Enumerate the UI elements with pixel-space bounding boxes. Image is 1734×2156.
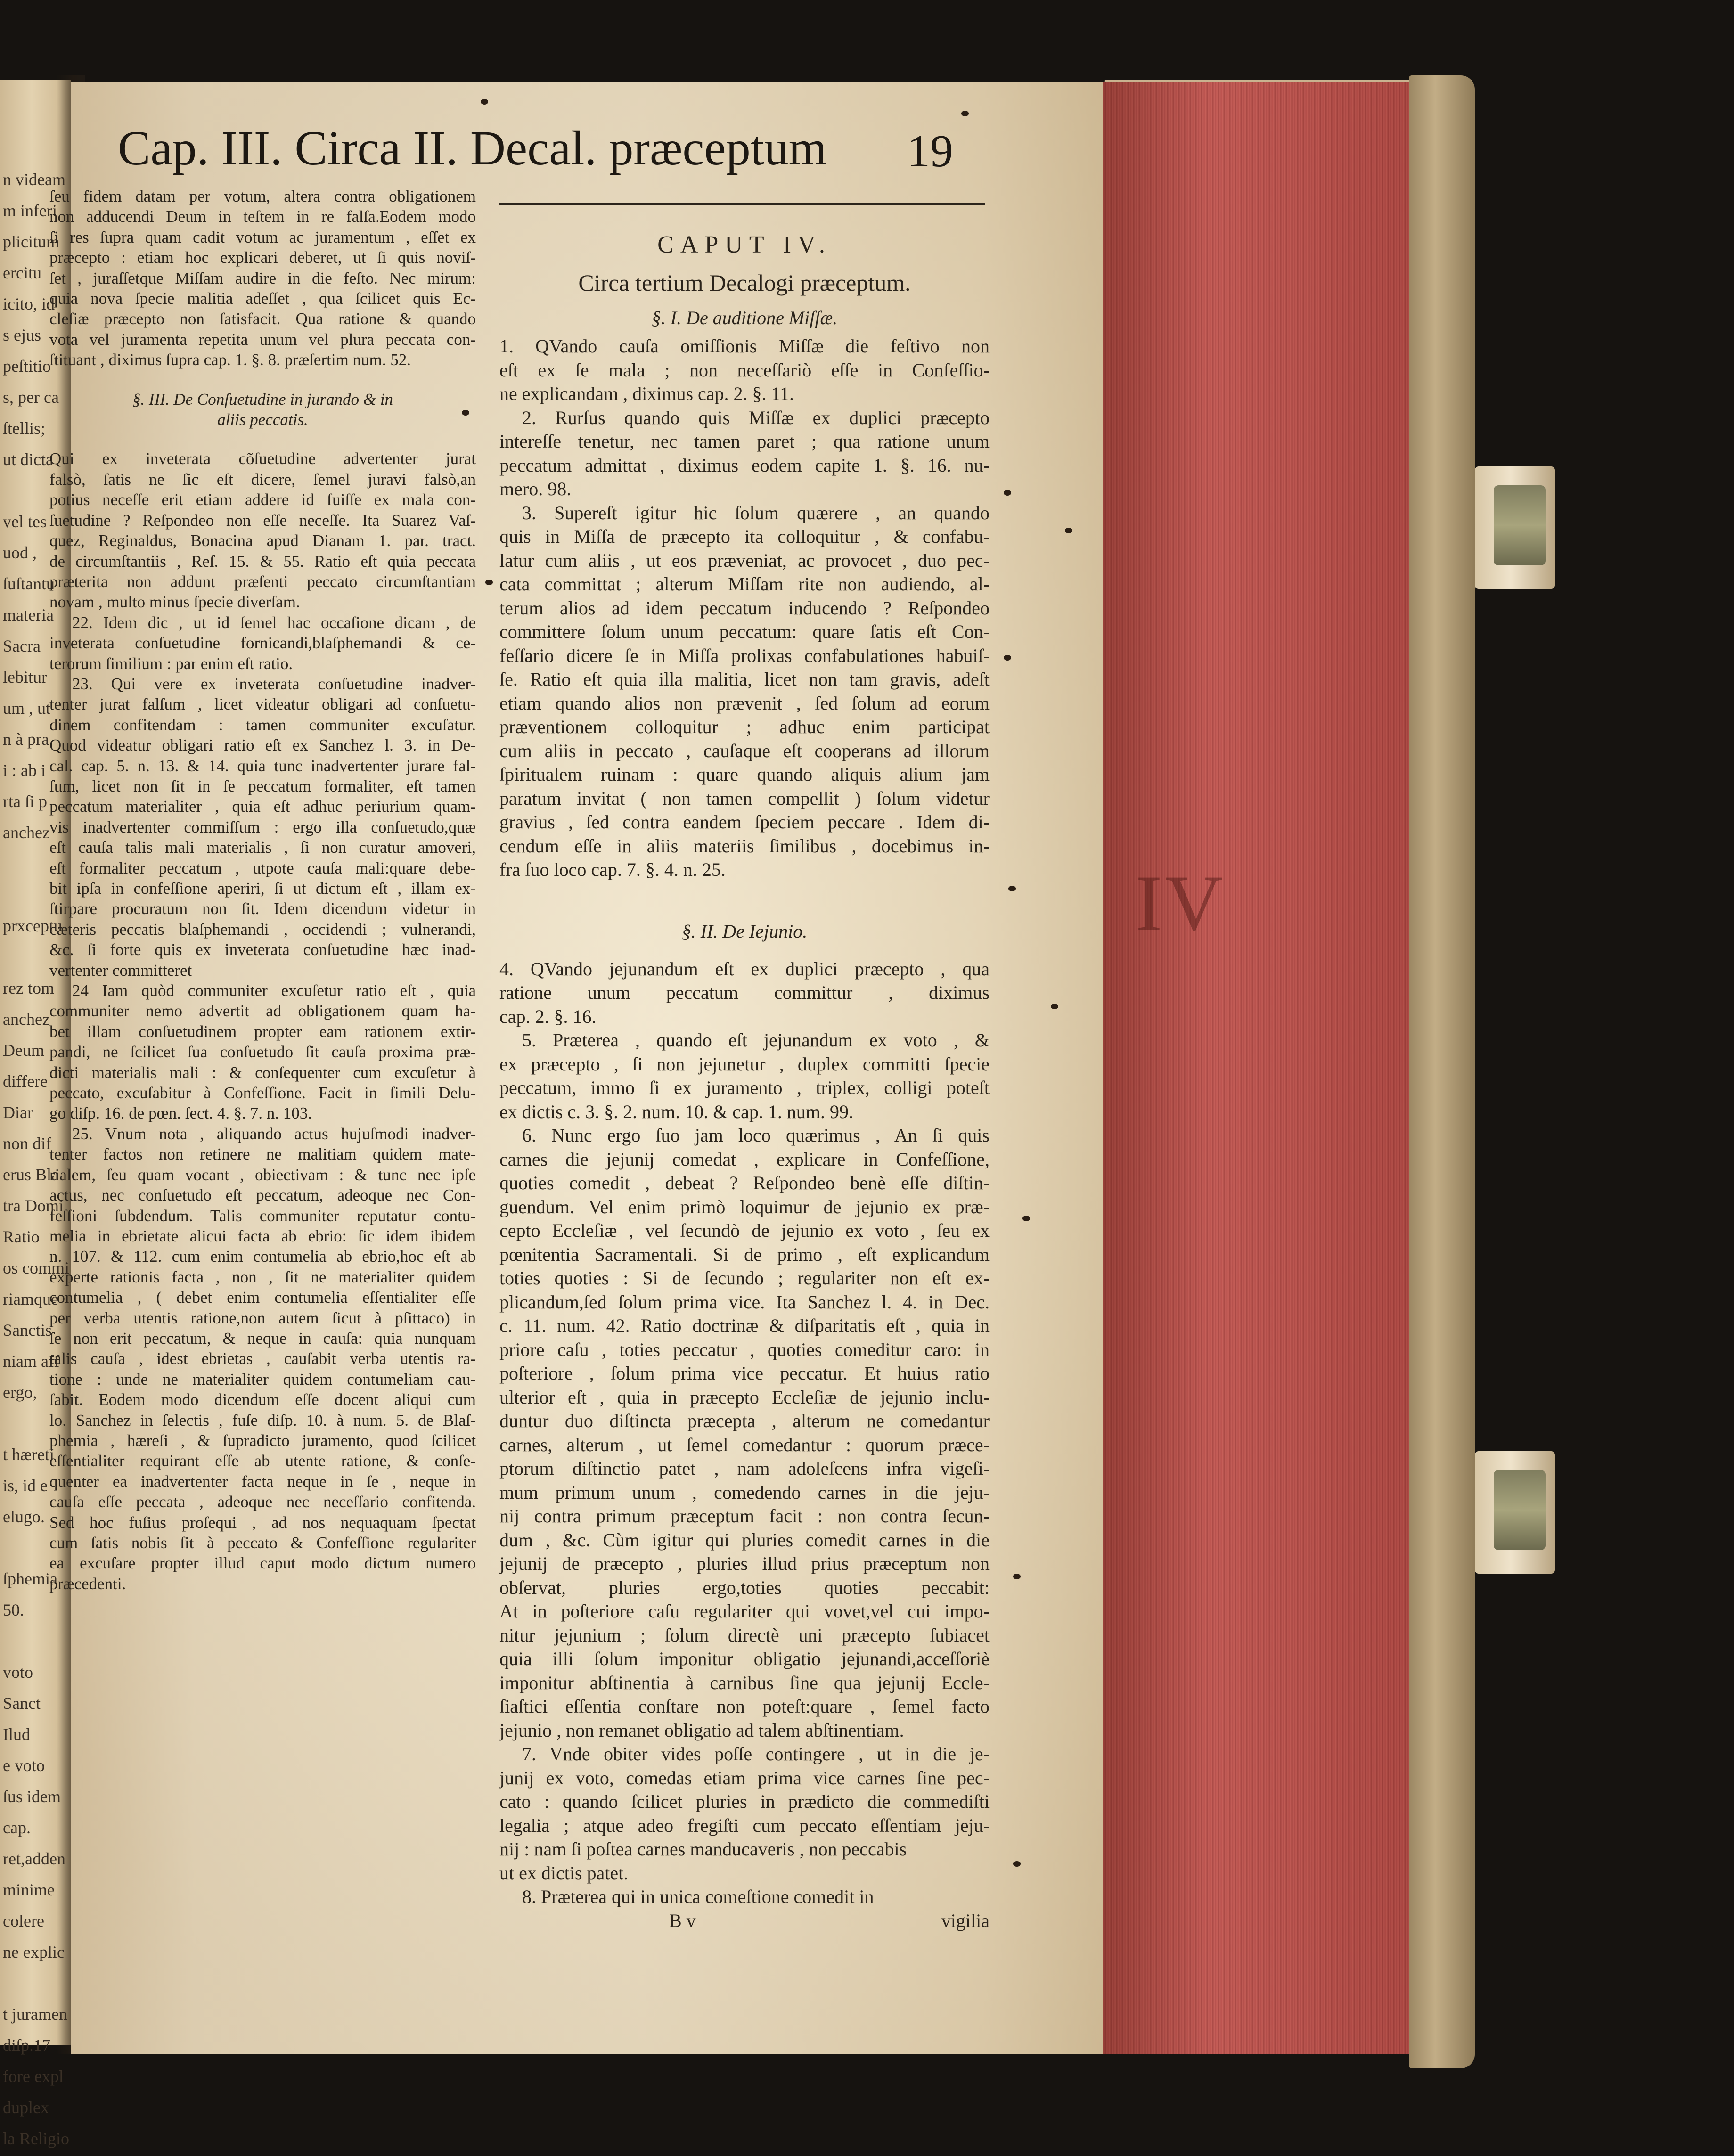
text-line: eſt cauſa talis mali materialis , ſi non curatur amoveri, bbox=[49, 837, 476, 858]
facing-page-text-fragment: ſuſtantu bbox=[3, 574, 69, 594]
text-line: præcedenti. bbox=[49, 1574, 476, 1594]
facing-page-text-fragment: t juramen bbox=[3, 2004, 69, 2025]
facing-page-text-fragment: ret,adden bbox=[3, 1849, 69, 1869]
facing-page-text-fragment: materia bbox=[3, 605, 69, 625]
section-heading bbox=[49, 389, 476, 409]
text-line: tione : unde ne materialiter quidem contumeliam cau- bbox=[49, 1369, 476, 1389]
text-line: eſt ex ſe mala ; non neceſſariò eſſe in Confeſſio- bbox=[499, 359, 990, 383]
text-line: ſum, licet non ſit in ſe peccatum formaliter, eſt tamen bbox=[49, 776, 476, 796]
text-line: quis in Miſſa de præcepto ita colloquitur , & confabu- bbox=[499, 525, 990, 549]
facing-page-text-fragment: ſus idem bbox=[3, 1787, 69, 1807]
facing-page-text-fragment: anchez bbox=[3, 1009, 69, 1029]
text-line: cal. cap. 5. n. 13. & 14. quia tunc inadvertenter jurare fal- bbox=[49, 756, 476, 776]
facing-page-text-fragment: ut dicta bbox=[3, 449, 69, 470]
text-line: peccato, excuſabitur à Confeſſione. Facit in ſimili Delu- bbox=[49, 1083, 476, 1103]
facing-page-text-fragment: ſtellis; bbox=[3, 418, 69, 439]
text-line: ſuetudine ? Reſpondeo non eſſe neceſſe. Ita Suarez Vaſ- bbox=[49, 510, 476, 531]
section-heading-iejunio: §. II. De Iejunio. bbox=[499, 915, 990, 948]
text-line: cæteris peccatis blaſphemandi , occidendi ; vulnerandi, bbox=[49, 919, 476, 939]
text-line: vis inadvertenter commiſſum : ergo illa conſuetudo,quæ bbox=[49, 817, 476, 837]
text-line: 23. Qui vere ex inveterata conſuetudine inadver- bbox=[49, 674, 476, 694]
facing-page-text-fragment: rez tom bbox=[3, 978, 69, 998]
text-line: cleſiæ præcepto non ſatisfacit. Qua ratione & quando bbox=[49, 309, 476, 329]
text-line: jejunij de præcepto , pluries illud prius præceptum non bbox=[499, 1552, 990, 1576]
facing-page-text-fragment: fore expl bbox=[3, 2066, 69, 2087]
worm-hole bbox=[1013, 1574, 1021, 1579]
text-line: 2. Rurſus quando quis Miſſæ ex duplici præcepto bbox=[499, 406, 990, 430]
text-line: terum alios ad idem peccatum inducendo ? Reſpondeo bbox=[499, 596, 990, 621]
section-iejunio-body bbox=[499, 957, 990, 1909]
text-line: rialem, ſeu quam vocant , obiectivam : & tunc nec ipſe bbox=[49, 1165, 476, 1185]
text-line: latur cum aliis , ut eos præveniat, ac provocet , duo pec- bbox=[499, 549, 990, 573]
left-column bbox=[49, 186, 476, 1594]
text-line: 3. Supereſt igitur hic ſolum quærere , an quando bbox=[499, 501, 990, 525]
section-heading-continuation bbox=[49, 409, 476, 430]
text-line: actus, nec conſuetudo eſt peccatum, adeoque nec Con- bbox=[49, 1185, 476, 1205]
text-line: ratione unum peccatum committur , diximus bbox=[499, 981, 990, 1005]
text-line: ea excuſare propter illud caput modo dictum numero bbox=[49, 1553, 476, 1573]
facing-page-text-fragment: um , ut bbox=[3, 698, 69, 719]
text-line: 4. QVando jejunandum eſt ex duplici præcepto , qua bbox=[499, 957, 990, 981]
section-auditione-body bbox=[499, 335, 990, 882]
text-line: cepto Eccleſiæ , vel ſecundò de jejunio ex voto , ſeu ex bbox=[499, 1219, 990, 1243]
text-line: ſpiritualem ruinam : quare quando aliquis alium jam bbox=[499, 763, 990, 787]
text-line: pœnitentia Sacramentali. Si de primo , eſt explicandum bbox=[499, 1243, 990, 1267]
text-line: ſe. Ratio eſt quia illa malitia, licet non tam gravis, adeſt bbox=[499, 668, 990, 692]
text-line: mero. 98. bbox=[499, 477, 990, 501]
text-line: nij contra primum præceptum facit : non contra ſecun- bbox=[499, 1504, 990, 1528]
text-line: terorum ſimilium : par enim eſt ratio. bbox=[49, 653, 476, 674]
text-line: cum aliis in peccato , cauſaque eſt cooperans ad illorum bbox=[499, 739, 990, 763]
worm-hole bbox=[462, 410, 469, 416]
text-line: guendum. Vel enim primò loquimur de jejunio ex præ- bbox=[499, 1195, 990, 1219]
facing-page-text-fragment: 50. bbox=[3, 1600, 69, 1620]
facing-page-text-fragment: niam aff bbox=[3, 1351, 69, 1372]
worm-hole bbox=[1022, 1216, 1030, 1221]
text-line: communiter nemo advertit ad obligationem quam ha- bbox=[49, 1001, 476, 1021]
text-line: 1. QVando cauſa omiſſionis Miſſæ die feſtivo non bbox=[499, 335, 990, 359]
right-column bbox=[499, 221, 990, 1933]
text-line: inveterata conſuetudine fornicandi,blaſphemandi & ce- bbox=[49, 633, 476, 653]
facing-page-text-fragment: cap. bbox=[3, 1818, 69, 1838]
text-line: obſervat, pluries ergo,toties quoties peccabit: bbox=[499, 1576, 990, 1600]
facing-page-text-fragment: Diar bbox=[3, 1102, 69, 1123]
section-heading-line: §. III. De Conſuetudine in jurando & in bbox=[132, 390, 393, 408]
text-line: experte rationis facta , non , ſit ne materialiter quidem bbox=[49, 1267, 476, 1287]
text-line: 24 Iam quòd communiter excuſetur ratio eſt , quia bbox=[49, 980, 476, 1001]
text-line: cauſa eſſe peccata , adeoque nec neceſſario confitenda. bbox=[49, 1492, 476, 1512]
left-column-body bbox=[49, 449, 476, 1594]
text-line: melia in ebrietate alicui facta ab ebrio: ſic idem ibidem bbox=[49, 1226, 476, 1246]
facing-page-text-fragment: e voto bbox=[3, 1756, 69, 1776]
text-line: dinem confitendam : tamen communiter excuſatur. bbox=[49, 715, 476, 735]
text-line: bit ipſa in confeſſione aperiri, ſi ut dictum eſt , illam ex- bbox=[49, 878, 476, 898]
facing-page-text-fragment: Ilud bbox=[3, 1724, 69, 1745]
worm-hole bbox=[961, 111, 969, 116]
facing-page-text-fragment: s, per ca bbox=[3, 387, 69, 408]
facing-page-text-fragment: icito, id bbox=[3, 294, 69, 314]
text-line: ex dictis c. 3. §. 2. num. 10. & cap. 1. num. 99. bbox=[499, 1100, 990, 1124]
facing-page-text-fragment: m inferi bbox=[3, 201, 69, 221]
text-line: ſtituant , diximus ſupra cap. 1. §. 8. præſertim num. 52. bbox=[49, 350, 476, 370]
text-line: feſſioni ſubdendum. Talis communiter reputatur contu- bbox=[49, 1206, 476, 1226]
text-line: 7. Vnde obiter vides poſſe contingere , ut in die je- bbox=[499, 1742, 990, 1766]
text-line: quoties comedit , debeat ? Reſpondeo benè eſſe diſtin- bbox=[499, 1171, 990, 1195]
text-line: non adducendi Deum in teſtem in re falſa.Eodem modo bbox=[49, 206, 476, 227]
text-line: junij ex voto, comedas etiam prima vice carnes ſine pec- bbox=[499, 1766, 990, 1790]
facing-page-text-fragment: Sanctis bbox=[3, 1320, 69, 1340]
facing-page-text-fragment: plicitum bbox=[3, 232, 69, 252]
facing-page-text-fragment: Ratio bbox=[3, 1227, 69, 1247]
facing-page-text-fragment: riamque bbox=[3, 1289, 69, 1309]
section-heading-auditione: §. I. De auditione Miſſæ. bbox=[499, 302, 990, 335]
facing-page-text-fragment: non dif bbox=[3, 1134, 69, 1154]
text-line: potius neceſſe erit etiam addere id fuiſſe ex mala con- bbox=[49, 490, 476, 510]
facing-page-text-fragment: voto bbox=[3, 1662, 69, 1682]
text-line: committere ſolum unum peccatum: quare ſatis eſt Con- bbox=[499, 620, 990, 644]
text-line: duntur duo diſtincta præcepta , alterum ne comedantur bbox=[499, 1409, 990, 1433]
facing-page-text-fragment: is, id e bbox=[3, 1476, 69, 1496]
text-line: cap. 2. §. 16. bbox=[499, 1005, 990, 1029]
text-line: &c. ſi forte quis ex inveterata conſuetudine hæc inad- bbox=[49, 939, 476, 960]
facing-page-text-fragment: prxceptu bbox=[3, 916, 69, 936]
text-line: c. 11. num. 42. Ratio doctrinæ & diſparitatis eſt , quia in bbox=[499, 1314, 990, 1338]
text-line: talis cauſa , idest ebrietas , cauſabit verba utentis ra- bbox=[49, 1348, 476, 1369]
left-column-opening-paragraph bbox=[49, 186, 476, 370]
text-line: de circumſtantiis , Reſ. 15. & 55. Ratio eſt quia peccata bbox=[49, 551, 476, 572]
text-line: ſiaſtici eſſentia conſtare non poteſt:quare , ſemel facto bbox=[499, 1695, 990, 1719]
facing-page-text-fragment: Deum bbox=[3, 1040, 69, 1061]
running-head: Cap. III. Circa II. Decal. præceptum bbox=[118, 120, 980, 181]
text-line: ſi res ſupra quam cadit votum ac juramentum , eſſet ex bbox=[49, 227, 476, 247]
lower-clasp-metal bbox=[1494, 1470, 1546, 1550]
text-line: cata committat ; alterum Miſſam rite non audiendo, al- bbox=[499, 572, 990, 596]
text-line: feſſario dicere ſe in Miſſa prolixas confabulationes habuiſ- bbox=[499, 644, 990, 668]
facing-page-text-fragment: minime bbox=[3, 1880, 69, 1900]
text-line: imponitur abſtinentia à carnibus ſine qua jejunij Eccle- bbox=[499, 1671, 990, 1695]
text-line: tenter factos non retinere ne malitiam quidem mate- bbox=[49, 1144, 476, 1164]
worm-hole bbox=[1013, 1861, 1021, 1867]
facing-page-text-fragment: os commi bbox=[3, 1258, 69, 1278]
facing-page-text-fragment: anchez bbox=[3, 823, 69, 843]
facing-page-text-fragment: ercitu bbox=[3, 263, 69, 283]
text-line: etiam quando alios non prævenit , ſed ſolum ad eorum bbox=[499, 692, 990, 716]
text-line: 25. Vnum nota , aliquando actus hujuſmodi inadver- bbox=[49, 1124, 476, 1144]
text-line: vota vel juramenta repetita unum vel plura peccata con- bbox=[49, 329, 476, 350]
facing-page-text-fragment: ergo, bbox=[3, 1382, 69, 1403]
book-cover-edge bbox=[1409, 75, 1475, 2068]
text-line: vertenter committeret bbox=[49, 960, 476, 980]
text-line: quia illi ſolum imponitur obligatio jejunandi,acceſſoriè bbox=[499, 1647, 990, 1671]
page-edge-shading bbox=[1103, 82, 1461, 2054]
facing-page-text-fragment: Sacra bbox=[3, 636, 69, 656]
text-line: 22. Idem dic , ut id ſemel hac occaſione dicam , de bbox=[49, 612, 476, 633]
text-line: Qui ex inveterata cõſuetudine advertenter jurat bbox=[49, 449, 476, 469]
text-line: phemia , hæreſi , & ſupradicto juramento, quod ſcilicet bbox=[49, 1430, 476, 1451]
chapter-subtitle: Circa tertium Decalogi præceptum. bbox=[499, 264, 990, 302]
worm-hole bbox=[1051, 1004, 1058, 1009]
text-line: novam , multo minus ſpecie diverſam. bbox=[49, 592, 476, 612]
text-line: eſt formaliter peccatum , utpote cauſa mali:quare debe- bbox=[49, 858, 476, 878]
edge-ink-mark: IV bbox=[1136, 858, 1226, 949]
facing-page-text-fragment: elugo. bbox=[3, 1507, 69, 1527]
text-line: nij : nam ſi poſtea carnes manducaveris , non peccabis bbox=[499, 1838, 990, 1862]
facing-page-text-fragment: la Religio bbox=[3, 2129, 69, 2149]
facing-page-text-fragment: vel tes bbox=[3, 512, 69, 532]
text-line: bet illam conſuetudinem propter eam rationem extir- bbox=[49, 1021, 476, 1042]
text-line: cendum eſſe in aliis materiis ſimilibus , docebimus in- bbox=[499, 834, 990, 858]
facing-page-text-fragment: n videam bbox=[3, 170, 69, 190]
facing-page-text-fragment: uod , bbox=[3, 543, 69, 563]
text-line: nitur jejunium ; ſolum directè uni præcepto ſubiacet bbox=[499, 1624, 990, 1648]
facing-page-text-fragment: i : ab i bbox=[3, 760, 69, 781]
facing-page-text-fragment: t hæreti bbox=[3, 1445, 69, 1465]
text-line: dum , &c. Cùm igitur qui pluries comedit carnes in die bbox=[499, 1528, 990, 1552]
text-line: 5. Præterea , quando eſt jejunandum ex voto , & bbox=[499, 1029, 990, 1053]
worm-hole bbox=[1065, 528, 1072, 533]
page-number: 19 bbox=[907, 125, 953, 178]
text-line: quenter ea inadvertenter facta neque in ſe , neque in bbox=[49, 1471, 476, 1492]
text-line: ne explicandam , diximus cap. 2. §. 11. bbox=[499, 382, 990, 406]
text-line: mum primum unum , comedendo carnes in die jeju- bbox=[499, 1481, 990, 1505]
text-line: falsò, ſatis ne ſic eſt dicere, ſemel juravi falsò,an bbox=[49, 469, 476, 490]
text-line: quez, Reginaldus, Bonacina apud Dianam 1. par. tract. bbox=[49, 531, 476, 551]
facing-page-text-fragment: colere bbox=[3, 1911, 69, 1931]
text-line: cato : quando ſcilicet pluries in prædicto die commediſti bbox=[499, 1790, 990, 1814]
text-line: præterita non addunt præſenti peccato circumſtantiam bbox=[49, 572, 476, 592]
text-line: præventionem colloquitur ; adhuc enim participat bbox=[499, 715, 990, 739]
text-line: fra ſuo loco cap. 7. §. 4. n. 25. bbox=[499, 858, 990, 882]
text-line: ſeu fidem datam per votum, altera contra obligationem bbox=[49, 186, 476, 206]
text-line: jejunio , non remanet obligatio ad talem abſtinentiam. bbox=[499, 1719, 990, 1743]
worm-hole bbox=[1008, 886, 1016, 891]
text-line: 8. Præterea qui in unica comeſtione comedit in bbox=[499, 1885, 990, 1909]
facing-page-text-fragment: erus Bla bbox=[3, 1165, 69, 1185]
facing-page-text-fragment: lebitur bbox=[3, 667, 69, 687]
facing-page-text-fragment: ne explic bbox=[3, 1942, 69, 1962]
upper-clasp-metal bbox=[1494, 485, 1546, 565]
worm-hole bbox=[481, 99, 488, 105]
worm-hole bbox=[485, 580, 493, 585]
facing-page-text-fragment: rta ſi p bbox=[3, 792, 69, 812]
text-line: 6. Nunc ergo ſuo jam loco quærimus , An ſi quis bbox=[499, 1124, 990, 1148]
text-line: priore caſu , toties peccatur , quoties comeditur caro: in bbox=[499, 1338, 990, 1362]
text-line: paratum invitat ( non tamen compellit ) ſolum videtur bbox=[499, 787, 990, 811]
text-line: quia nova ſpecie malitia adeſſet , qua ſcilicet quis Ec- bbox=[49, 288, 476, 309]
text-line: go diſp. 16. de pœn. ſect. 4. §. 7. n. 103. bbox=[49, 1103, 476, 1123]
section-heading-line: aliis peccatis. bbox=[217, 410, 308, 429]
text-line: poſteriore , ſolum prima vice peccatur. Et huius ratio bbox=[499, 1362, 990, 1386]
text-line: ut ex dictis patet. bbox=[499, 1862, 990, 1886]
facing-page-text-fragment: Sanct bbox=[3, 1693, 69, 1714]
text-line: n. 107. & 112. cum enim contumelia ab ebrio,hoc eſt ab bbox=[49, 1246, 476, 1266]
text-line: carnes die jejunij comedat , explicare in Confeſſione, bbox=[499, 1148, 990, 1172]
text-line: toties quoties : Si de ſecundo ; regulariter non eſt ex- bbox=[499, 1266, 990, 1290]
text-line: ſabit. Eodem modo dicendum eſſe docent aliqui cum bbox=[49, 1389, 476, 1410]
facing-page-text-fragment: peſtitio bbox=[3, 356, 69, 376]
text-line: legalia ; atque adeo fregiſti cum peccato eſſentiam jeju- bbox=[499, 1814, 990, 1838]
text-line: contumelia , ( debet enim contumelia eſſentialiter eſſe bbox=[49, 1287, 476, 1307]
facing-page-text-fragment: tra Domi bbox=[3, 1196, 69, 1216]
text-line: ſet , juraſſetque Miſſam audire in die feſto. Nec mirum: bbox=[49, 268, 476, 288]
facing-page-text-fragment: n à pra bbox=[3, 729, 69, 750]
text-line: gravius , ſed contra eandem ſpeciem peccare . Idem di- bbox=[499, 810, 990, 834]
facing-page-text-fragment: differe bbox=[3, 1071, 69, 1092]
text-line: ptorum diſtinctio patet , nam adoleſcens infra vigeſi- bbox=[499, 1457, 990, 1481]
text-line: lo. Sanchez in ſelectis , fuſe diſp. 10. à num. 5. de Blaſ- bbox=[49, 1410, 476, 1430]
text-line: cum ſatis nobis ſit à peccato & Confeſſione regulariter bbox=[49, 1533, 476, 1553]
text-line: ſe non erit peccatum, & neque in cauſa: quia nunquam bbox=[49, 1328, 476, 1348]
text-line: Sed hoc fuſius proſequi , ad nos nequaquam ſpectat bbox=[49, 1512, 476, 1533]
text-line: peccatum admittat , diximus eodem capite 1. §. 16. nu- bbox=[499, 454, 990, 478]
text-line: ſtirpare procuratum non ſit. Idem dicendum videtur in bbox=[49, 898, 476, 919]
text-line: peccatum, immo ſi ex juramento , triplex, colligi poteſt bbox=[499, 1076, 990, 1100]
facing-page-text-fragment: diſp.17 bbox=[3, 2035, 69, 2056]
text-line: ex præcepto , ſi non jejunetur , duplex committi ſpecie bbox=[499, 1053, 990, 1077]
text-line: pandi, ne ſcilicet ſua conſuetudo ſit cauſa proxima præ- bbox=[49, 1042, 476, 1062]
text-line: præcepto : etiam hoc explicari deberet, ut ſi quis noviſ- bbox=[49, 247, 476, 268]
text-line: tenter jurat falſum , licet videatur obligari ad conſuetu- bbox=[49, 694, 476, 714]
text-line: carnes, alterum , ut ſemel comedantur : quorum præce- bbox=[499, 1433, 990, 1457]
text-line: Quod videatur obligari ratio eſt ex Sanchez l. 3. in De- bbox=[49, 735, 476, 755]
text-line: intereſſe tenetur, nec tamen paret ; qua ratione unum bbox=[499, 430, 990, 454]
chapter-title: CAPUT IV. bbox=[499, 226, 990, 264]
text-line: eſſentialiter requirant eſſe ab utente ratione, & conſe- bbox=[49, 1451, 476, 1471]
facing-page-text-fragment: s ejus bbox=[3, 325, 69, 345]
facing-page-text-fragment: ſphemia bbox=[3, 1569, 69, 1589]
worm-hole bbox=[1004, 655, 1011, 661]
worm-hole bbox=[1004, 490, 1011, 496]
text-line: ulterior eſt , quia in præcepto Eccleſiæ de jejunio inclu- bbox=[499, 1386, 990, 1410]
head-rule bbox=[499, 203, 985, 205]
facing-page-text-fragment: duplex bbox=[3, 2098, 69, 2118]
text-line: plicandum,ſed ſolum prima vice. Ita Sanchez l. 4. in Dec. bbox=[499, 1290, 990, 1315]
text-line: dicti materialis mali : & conſequenter cum excuſetur à bbox=[49, 1062, 476, 1083]
text-line: At in poſteriore caſu regulariter qui vovet,vel cui impo- bbox=[499, 1600, 990, 1624]
text-line: peccatum materialiter , quia eſt adhuc periurium quam- bbox=[49, 796, 476, 817]
catchword-line bbox=[499, 1909, 990, 1933]
signature-mark: B v bbox=[669, 1909, 696, 1933]
text-line: per verba utentis ratione,non autem ſicut à pſittaco) in bbox=[49, 1308, 476, 1328]
catchword: vigilia bbox=[941, 1909, 990, 1933]
